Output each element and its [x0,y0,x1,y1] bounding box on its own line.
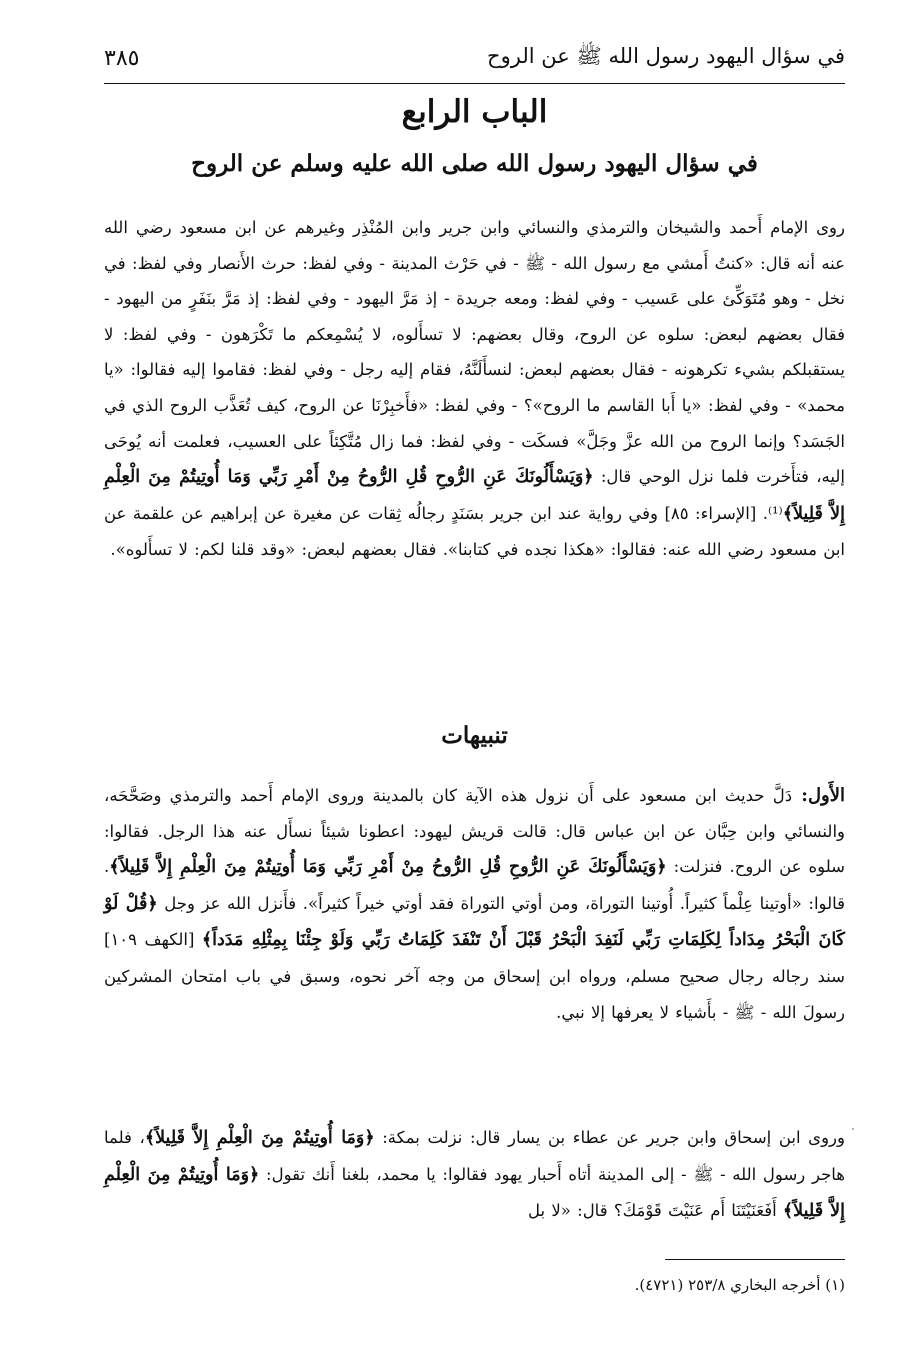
text-run: روى الإمام أَحمد والشيخان والترمذي والنسائي وابن جرير وابن المُنْذِر وغيرهم عن ابن مسعود رضي الله عنه أنه قال: «كنتُ أَمشي مع رسول الله - ﷺ - في حَرْث المدينة - وفي لفظ: حرث الأَنصار وفي لفظ: في نخل - وهو مُتَوَكِّئ على عَسيب - وفي لفظ: ومعه جريدة - إذ مَرَّ اليهود - وفي لفظ: إذ مَرَّ بنَفَرٍ من اليهود - فقال بعضهم لبعض: سلوه عن الروح، وقال بعضهم: لا تسأَلوه، لا يُسْمِعكم ما تَكْرَهون - وفي لفظ: لا يستقبلكم بشيء تكرهونه - فقال بعضهم لبعض: لنسأَلَنَّهُ، فقام إليه رجل - وفي لفظ: فقاموا إليه فقالوا: «يا محمد» - وفي لفظ: «يا أَبا القاسم ما الروح»؟ - وفي لفظ: «فأَخبِرْنَا عن الروح، كيف تُعَذَّب الروح الذي في الجَسَد؟ وإنما الروح من الله عزَّ وجَلَّ» فسكَت - وفي لفظ: فما زال مُتَّكِئاً على العسيب، فعلمت أنه يُوحَى إليه، فتأَخرت فلما نزل الوحي قال: [104,218,845,487]
footnote-divider [665,1259,845,1260]
chapter-title: الباب الرابع [401,94,548,130]
paragraph-second-narration [104,1120,845,1230]
quran-verse: ﴿قُلْ لَوْ كَانَ الْبَحْرُ مِدَاداً لِكَلِمَاتِ رَبِّي لَنَفِدَ الْبَحْرُ قَبْلَ أَنْ تَنْفَدَ كَلِمَاتُ رَبِّي وَلَوْ جِئْنَا بِمِثْلِهِ مَدَداً﴾ [104,893,845,951]
text-run: ، فلما هاجر رسول الله - ﷺ - إلى المدينة أتاه أَحبار يهود فقالوا: يا محمد، بلغنا أَنك تقول: [104,1128,845,1184]
page-header [104,36,845,80]
margin-mark [852,1128,854,1130]
running-title: في سؤال اليهود رسول الله ﷺ عن الروح [487,43,845,68]
note-label: الأَول: [792,785,845,806]
text-run: أَفَعَنَيْتَنَا أَم عَنَيْتَ قَوْمَكَ؟ قال: «لا بل [528,1201,783,1221]
paragraph-narration [104,210,845,568]
quran-verse: ﴿وَيَسْأَلُونَكَ عَنِ الرُّوحِ قُلِ الرُّوحُ مِنْ أَمْرِ رَبِّي وَمَا أُوتِيتُمْ مِنَ الْعِلْمِ إِلاَّ قَلِيلاً﴾ [104,467,845,524]
quran-verse: ﴿وَمَا أُوتِيتُمْ مِنَ الْعِلْمِ إِلاَّ قَلِيلاً﴾ [144,1128,375,1148]
paragraph-first-note [104,778,845,1030]
footnote: (١) أخرجه البخاري ٢٥٣/٨ (٤٧٢١). [634,1276,845,1294]
text-run: وروى ابن إسحاق وابن جرير عن عطاء بن يسار قال: نزلت بمكة: [374,1128,845,1147]
section-heading: تنبيهات [441,722,508,749]
header-divider [104,83,845,84]
quran-verse: ﴿وَيَسْأَلُونَكَ عَنِ الرُّوحِ قُلِ الرُّوحُ مِنْ أَمْرِ رَبِّي وَمَا أُوتِيتُمْ مِنَ الْعِلْمِ إِلاَّ قَلِيلاً﴾ [109,857,667,878]
quran-verse: ﴿وَمَا أُوتِيتُمْ مِنَ الْعِلْمِ إِلاَّ قَلِيلاً﴾ [104,1164,845,1222]
text-run: دَلَّ حديث ابن مسعود على أَن نزول هذه الآية كان بالمدينة وروى الإمام أَحمد والترمذي وصَحَّحَه، والنسائي وابن حِبَّان عن ابن عباس قال: قالت قريش ليهود: اعطونا شيئاً نسأَل عنه هذا الرجل. فقالوا: سلوه عن الروح. فنزلت: [104,786,845,877]
text-run: . قالوا: «أوتينا عِلْماً كثيراً. أُوتينا التوراة، ومن أوتي التوراة فقد أوتي خيراً كثيراً». فأَنزل الله عز وجل [104,857,846,913]
text-run: ⁽¹⁾. [الإسراء: ٨٥] وفي رواية عند ابن جرير بسَنَدٍ رجالُه ثِقات عن مغيرة عن إبراهيم عن علقمة عن ابن مسعود رضي الله عنه: فقالوا: «هكذا نجده في كتابنا». فقال بعضهم لبعض: «وقد قلنا لكم: لا تسأَلوه». [104,503,845,560]
text-run: [الكهف ١٠٩] سند رجاله رجال صحيح مسلم، ورواه ابن إسحاق من وجه آخر نحوه، وسبق في باب امتحان المشركين رسولَ الله - ﷺ - بأَشياء لا يعرفها إلا نبي. [104,930,845,1022]
page-number: ٣٨٥ [104,45,140,71]
chapter-subtitle: في سؤال اليهود رسول الله صلى الله عليه وسلم عن الروح [191,150,758,177]
